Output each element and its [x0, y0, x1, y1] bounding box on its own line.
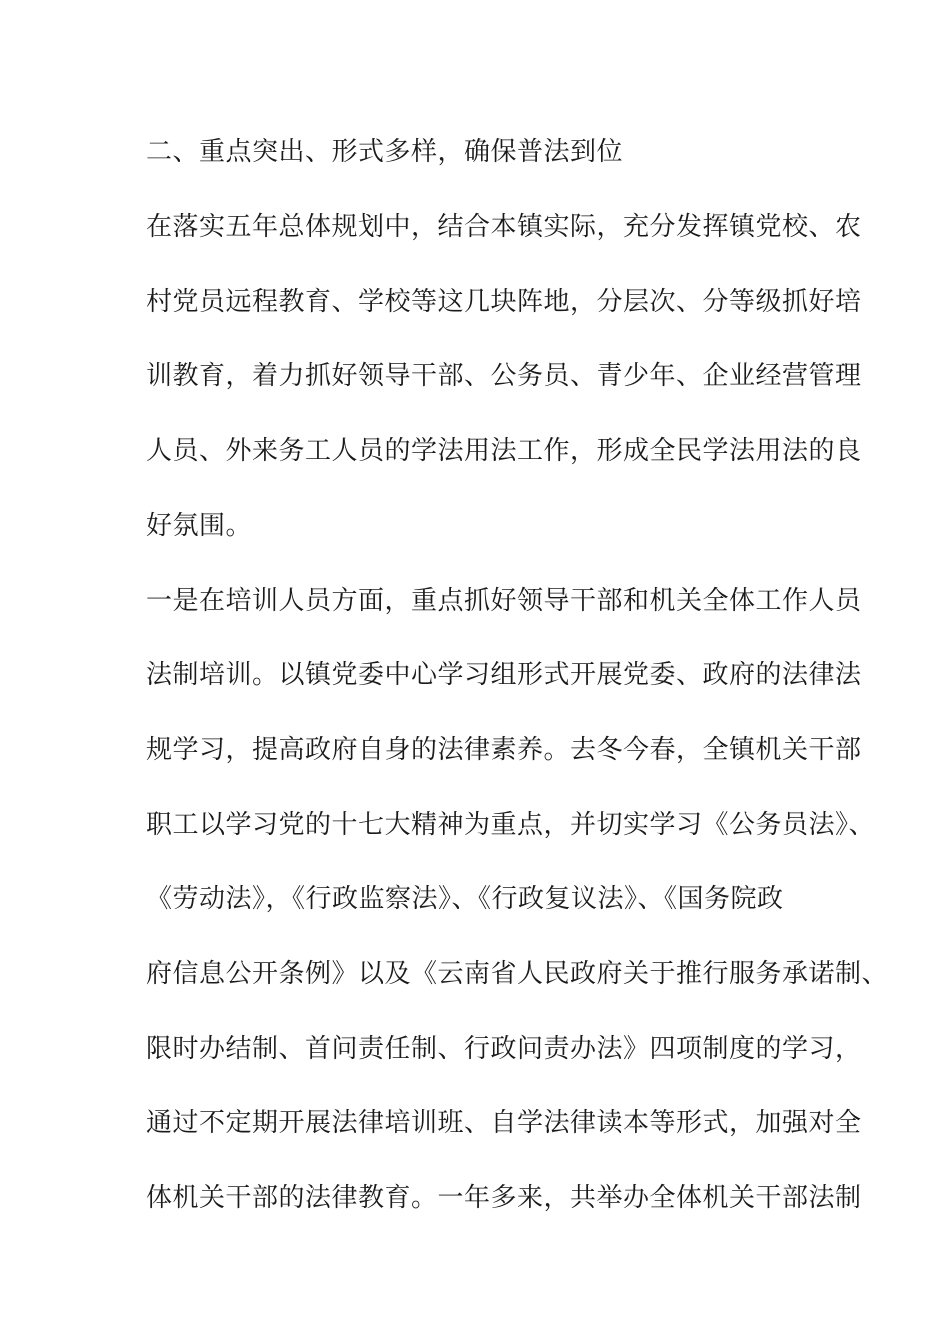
paragraph-line: 限时办结制、首问责任制、行政问责办法》四项制度的学习， — [146, 1034, 862, 1064]
paragraph-line: 通过不定期开展法律培训班、自学法律读本等形式，加强对全 — [146, 1108, 862, 1138]
paragraph-line: 好氛围。 — [146, 511, 253, 541]
paragraph-line: 府信息公开条例》以及《云南省人民政府关于推行服务承诺制、 — [146, 959, 889, 989]
paragraph-line: 在落实五年总体规划中，结合本镇实际，充分发挥镇党校、农 — [146, 212, 862, 242]
paragraph-line: 职工以学习党的十七大精神为重点，并切实学习《公务员法》、 — [146, 810, 876, 840]
section-heading: 二、重点突出、形式多样，确保普法到位 — [146, 137, 624, 167]
paragraph-line: 一是在培训人员方面，重点抓好领导干部和机关全体工作人员 — [146, 586, 862, 616]
paragraph-line: 体机关干部的法律教育。一年多来，共举办全体机关干部法制 — [146, 1183, 862, 1213]
paragraph-line: 规学习，提高政府自身的法律素养。去冬今春，全镇机关干部 — [146, 735, 862, 765]
paragraph-line: 村党员远程教育、学校等这几块阵地，分层次、分等级抓好培 — [146, 287, 862, 317]
paragraph-line: 训教育，着力抓好领导干部、公务员、青少年、企业经营管理 — [146, 361, 862, 391]
paragraph-line: 法制培训。以镇党委中心学习组形式开展党委、政府的法律法 — [146, 660, 862, 690]
paragraph-line: 《劳动法》，《行政监察法》、《行政复议法》、《国务院政 — [146, 884, 784, 914]
paragraph-line: 人员、外来务工人员的学法用法工作，形成全民学法用法的良 — [146, 436, 862, 466]
